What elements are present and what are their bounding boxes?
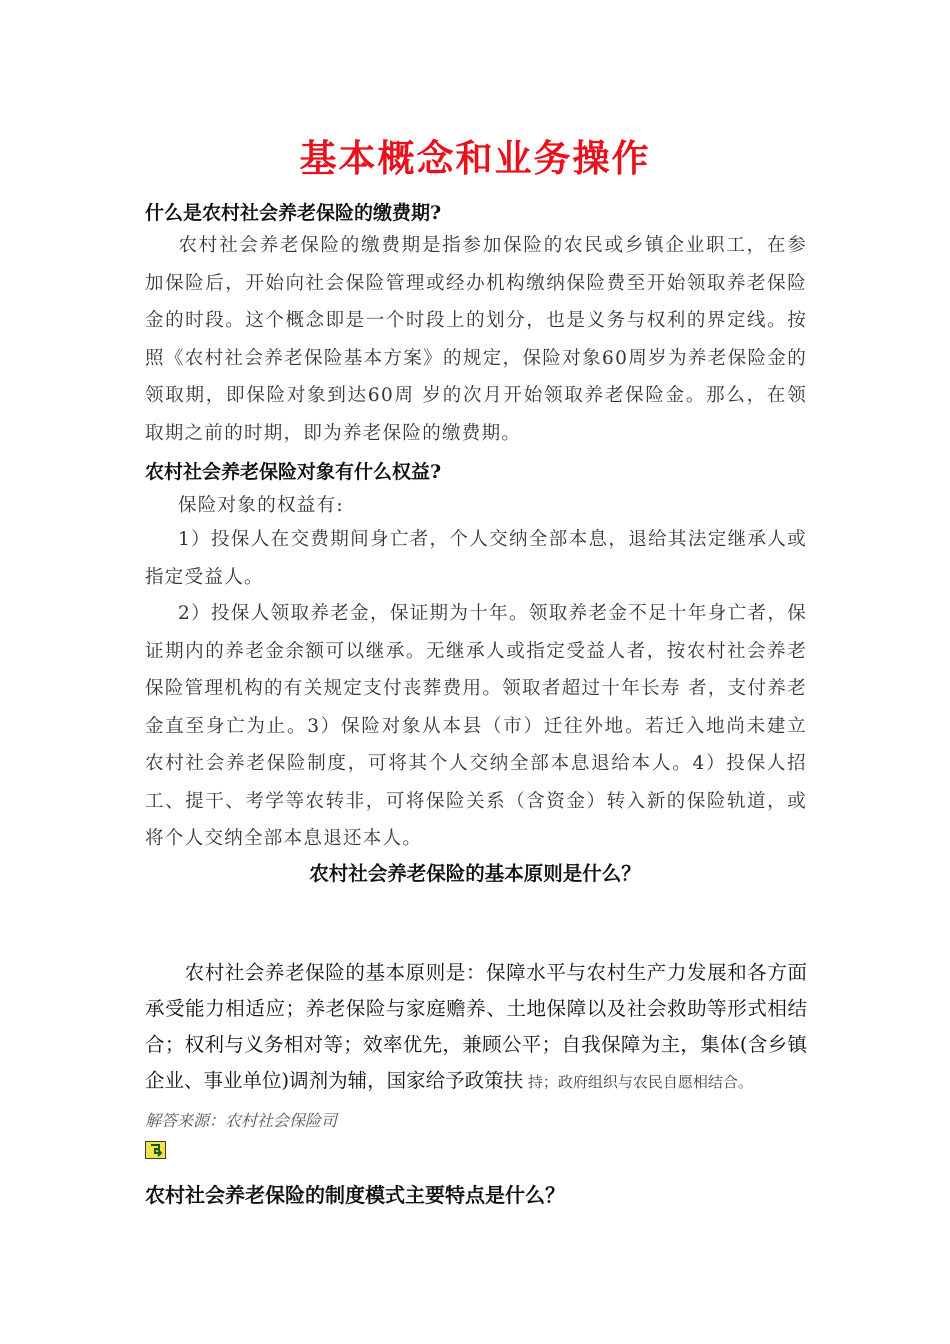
answer-text-3-small: 持；政府组织与农民自愿相结合。 bbox=[523, 1073, 753, 1091]
answer-paragraph-2c bbox=[145, 595, 807, 858]
answer-paragraph-3 bbox=[145, 955, 807, 1100]
question-heading-2: 农村社会养老保险对象有什么权益? bbox=[145, 461, 442, 483]
page-title: 基本概念和业务操作 bbox=[299, 136, 651, 180]
answer-text-1: 农村社会养老保险的缴费期是指参加保险的农民或乡镇企业职工，在参加保险后，开始向社会保险管理或经办机构缴纳保险费至开始领取养老保险金的时段。这个概念即是一个时段上的划分，也是义务与权利的界定线。按照《农村社会养老保险基本方案》的规定，保险对象60周岁为养老保险金的领取期，即保险对象到达60周 岁的次月开始领取养老保险金。那么，在领取期之前的时期，即为养老保险的缴费期。 bbox=[145, 235, 807, 444]
answer-paragraph-2b bbox=[145, 521, 807, 596]
document-link-icon[interactable] bbox=[145, 1141, 166, 1159]
question-heading-4: 农村社会养老保险的制度模式主要特点是什么？ bbox=[145, 1183, 565, 1207]
question-heading-3: 农村社会养老保险的基本原则是什么？ bbox=[309, 862, 641, 885]
answer-text-3: 农村社会养老保险的基本原则是：保障水平与农村生产力发展和各方面承受能力相适应；养老保险与家庭赡养、土地保障以及社会救助等形式相结合；权利与义务相对等；效率优先，兼顾公平；自我保障为主，集体(含乡镇企业、事业单位)调剂为辅，国家给予政策扶 bbox=[145, 961, 807, 1092]
answer-text-2c: 2）投保人领取养老金，保证期为十年。领取养老金不足十年身亡者，保证期内的养老金余额可以继承。无继承人或指定受益人者，按农村社会养老保险管理机构的有关规定支付丧葬费用。领取者超过十年长寿 者，支付养老金直至身亡为止。3）保险对象从本县（市）迁往外地。若迁入地尚未建立农村社会养老保险制度，可将其个人交纳全部本息退给本人。4）投保人招工、提干、考学等农转非，可将保险关系（含资金）转入新的保险轨道，或将个人交纳全部本息退还本人。 bbox=[145, 603, 807, 849]
answer-paragraph-1 bbox=[145, 227, 807, 452]
answer-source: 解答来源：农村社会保险司 bbox=[145, 1111, 338, 1130]
question-heading-1: 什么是农村社会养老保险的缴费期? bbox=[145, 202, 442, 224]
answer-paragraph-2a bbox=[145, 487, 807, 525]
answer-text-2a: 保险对象的权益有: bbox=[178, 495, 344, 516]
answer-text-2b: 1）投保人在交费期间身亡者，个人交纳全部本息，退给其法定继承人或指定受益人。 bbox=[145, 529, 807, 588]
